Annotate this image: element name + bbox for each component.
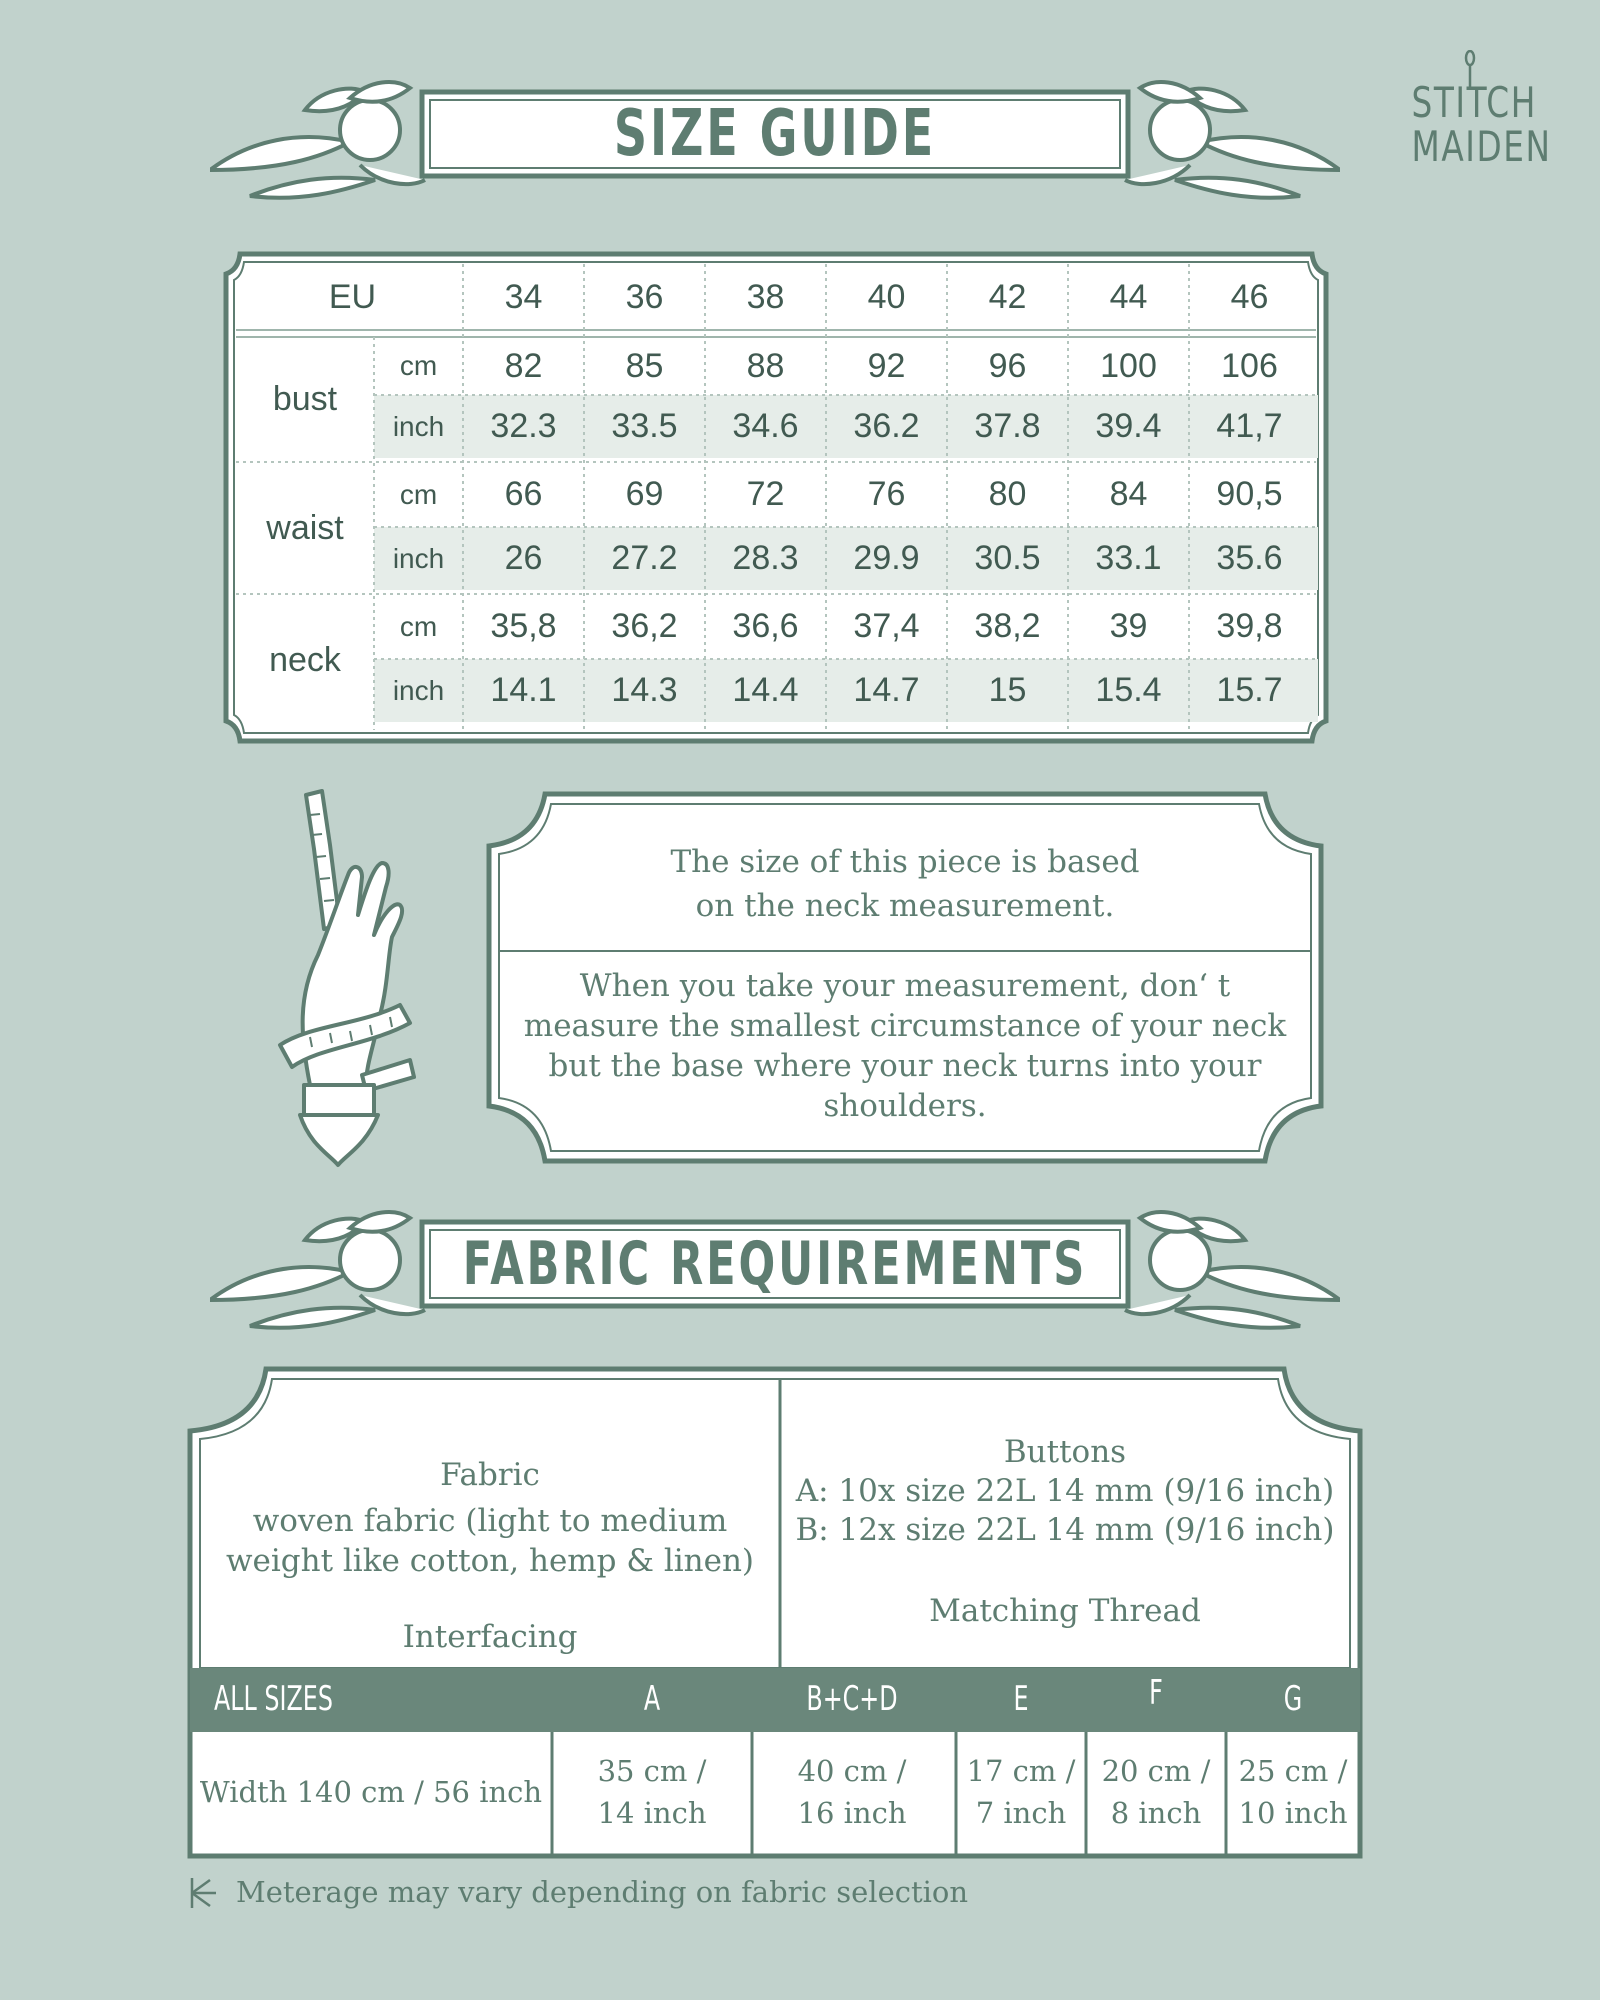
table-cell: 36,2	[611, 607, 678, 645]
info-para-3: but the base where your neck turns into your	[548, 1048, 1262, 1084]
fabric-requirements-banner	[210, 1200, 1340, 1330]
header-size: 44	[1109, 277, 1148, 316]
amount-f-cm: 20 cm /	[1101, 1754, 1211, 1788]
buttons-heading: Buttons	[1003, 1434, 1127, 1470]
logo-line-1: STITCH	[1411, 78, 1537, 127]
fabric-desc-2: weight like cotton, hemp & linen)	[225, 1543, 755, 1579]
cuff-flower	[300, 1115, 378, 1165]
table-cell: 30.5	[974, 539, 1041, 577]
buttons-b: B: 12x size 22L 14 mm (9/16 inch)	[795, 1512, 1335, 1548]
unit-label: inch	[392, 542, 445, 574]
header-eu: EU	[328, 277, 377, 316]
amount-f-inch: 8 inch	[1110, 1796, 1202, 1830]
table-cell: 85	[625, 346, 664, 385]
table-cell: 66	[504, 475, 543, 513]
amount-a-cm: 35 cm /	[597, 1754, 707, 1788]
table-cell: 27.2	[611, 539, 678, 577]
table-cell: 88	[746, 346, 785, 385]
rose-left	[340, 100, 400, 160]
hand-measuring-tape-icon	[270, 785, 430, 1170]
table-cell: 14.4	[732, 671, 799, 709]
stitch-maiden-logo	[1395, 50, 1552, 180]
table-cell: 80	[988, 475, 1027, 513]
amount-g-cm: 25 cm /	[1238, 1754, 1348, 1788]
header-size: 38	[746, 277, 785, 316]
amount-a-inch: 14 inch	[597, 1796, 707, 1830]
table-cell: 26	[504, 539, 543, 577]
fabric-requirements-title: FABRIC REQUIREMENTS	[462, 1229, 1088, 1299]
table-cell: 29.9	[853, 539, 920, 577]
interfacing-label: Interfacing	[402, 1619, 578, 1655]
table-cell: 36,6	[732, 607, 799, 645]
table-cell: 36.2	[853, 407, 920, 445]
header-size: 40	[867, 277, 906, 316]
table-cell: 84	[1109, 475, 1148, 513]
amount-e	[956, 1732, 1086, 1852]
unit-label: inch	[392, 410, 445, 442]
meterage-note: Meterage may vary depending on fabric selection	[236, 1875, 969, 1909]
fabric-desc-1: woven fabric (light to medium	[252, 1503, 728, 1539]
header-view-a: A	[643, 1679, 661, 1719]
header-size: 46	[1230, 277, 1269, 316]
info-para-2: measure the smallest circumstance of your neck	[523, 1008, 1287, 1044]
buttons-a: A: 10x size 22L 14 mm (9/16 inch)	[795, 1473, 1335, 1509]
header-view-f: F	[1149, 1673, 1163, 1713]
width-label: Width 140 cm / 56 inch	[199, 1775, 543, 1809]
measure-waist: waist	[266, 508, 344, 547]
table-cell: 35.6	[1216, 539, 1283, 577]
table-cell: 96	[988, 346, 1027, 385]
unit-label: cm	[399, 478, 438, 510]
unit-label: inch	[392, 674, 445, 706]
table-cell: 33.1	[1095, 539, 1162, 577]
table-cell: 15.7	[1216, 671, 1283, 709]
measure-neck: neck	[269, 640, 341, 679]
rose-right	[1150, 100, 1210, 160]
measure-bust: bust	[272, 380, 338, 418]
table-cell: 35,8	[490, 607, 557, 645]
header-view-bcd: B+C+D	[806, 1679, 898, 1719]
table-cell: 76	[867, 475, 906, 513]
table-cell: 28.3	[732, 539, 799, 577]
table-cell: 82	[504, 346, 543, 385]
table-cell: 100	[1100, 346, 1157, 385]
info-para-1: When you take your measurement, don‘ t	[579, 968, 1231, 1004]
table-cell: 34.6	[732, 407, 799, 445]
header-size: 42	[988, 277, 1027, 316]
table-cell: 39.4	[1095, 407, 1162, 445]
amount-e-cm: 17 cm /	[966, 1754, 1076, 1788]
unit-label: cm	[399, 350, 438, 381]
unit-label: cm	[399, 610, 438, 642]
table-cell: 41,7	[1216, 407, 1283, 445]
header-size: 36	[625, 277, 664, 316]
fabric-heading: Fabric	[440, 1457, 540, 1493]
table-cell: 37.8	[974, 407, 1041, 445]
amount-f	[1086, 1732, 1226, 1852]
table-cell: 32.3	[490, 407, 557, 445]
amount-bcd-cm: 40 cm /	[797, 1754, 907, 1788]
amount-g-inch: 10 inch	[1238, 1796, 1348, 1830]
header-view-e: E	[1013, 1679, 1029, 1719]
table-cell: 39,8	[1216, 607, 1283, 645]
table-cell: 38,2	[974, 607, 1041, 645]
table-cell: 15.4	[1095, 671, 1162, 709]
matching-thread: Matching Thread	[929, 1593, 1201, 1629]
info-line-2: on the neck measurement.	[695, 888, 1115, 924]
table-cell: 33.5	[611, 407, 678, 445]
thread-spool-icon	[186, 1876, 220, 1910]
amount-a	[552, 1732, 752, 1852]
info-para-4: shoulders.	[823, 1088, 987, 1124]
amount-e-inch: 7 inch	[975, 1796, 1067, 1830]
table-cell: 15	[988, 671, 1027, 709]
table-cell: 14.1	[490, 671, 557, 709]
amount-bcd	[752, 1732, 952, 1852]
logo-line-2: MAIDEN	[1411, 122, 1552, 171]
header-size: 34	[504, 277, 543, 316]
size-guide-title: SIZE GUIDE	[613, 97, 937, 171]
table-cell: 92	[867, 346, 906, 385]
neck-measurement-info	[485, 790, 1325, 1165]
size-table	[222, 250, 1330, 745]
amount-bcd-inch: 16 inch	[797, 1796, 907, 1830]
info-line-1: The size of this piece is based	[670, 844, 1140, 880]
table-cell: 37,4	[853, 607, 920, 645]
amount-g	[1226, 1732, 1360, 1852]
table-cell: 14.3	[611, 671, 678, 709]
table-cell: 14.7	[853, 671, 920, 709]
table-cell: 72	[746, 475, 785, 513]
table-cell: 69	[625, 475, 664, 513]
header-view-g: G	[1283, 1679, 1303, 1719]
leaf-left-2	[250, 178, 375, 198]
table-cell: 39	[1109, 607, 1148, 645]
header-all-sizes: ALL SIZES	[214, 1679, 333, 1719]
table-cell: 90,5	[1216, 475, 1283, 513]
table-cell: 106	[1221, 346, 1278, 385]
leaf-left-1	[210, 137, 350, 170]
size-guide-banner	[210, 70, 1340, 200]
